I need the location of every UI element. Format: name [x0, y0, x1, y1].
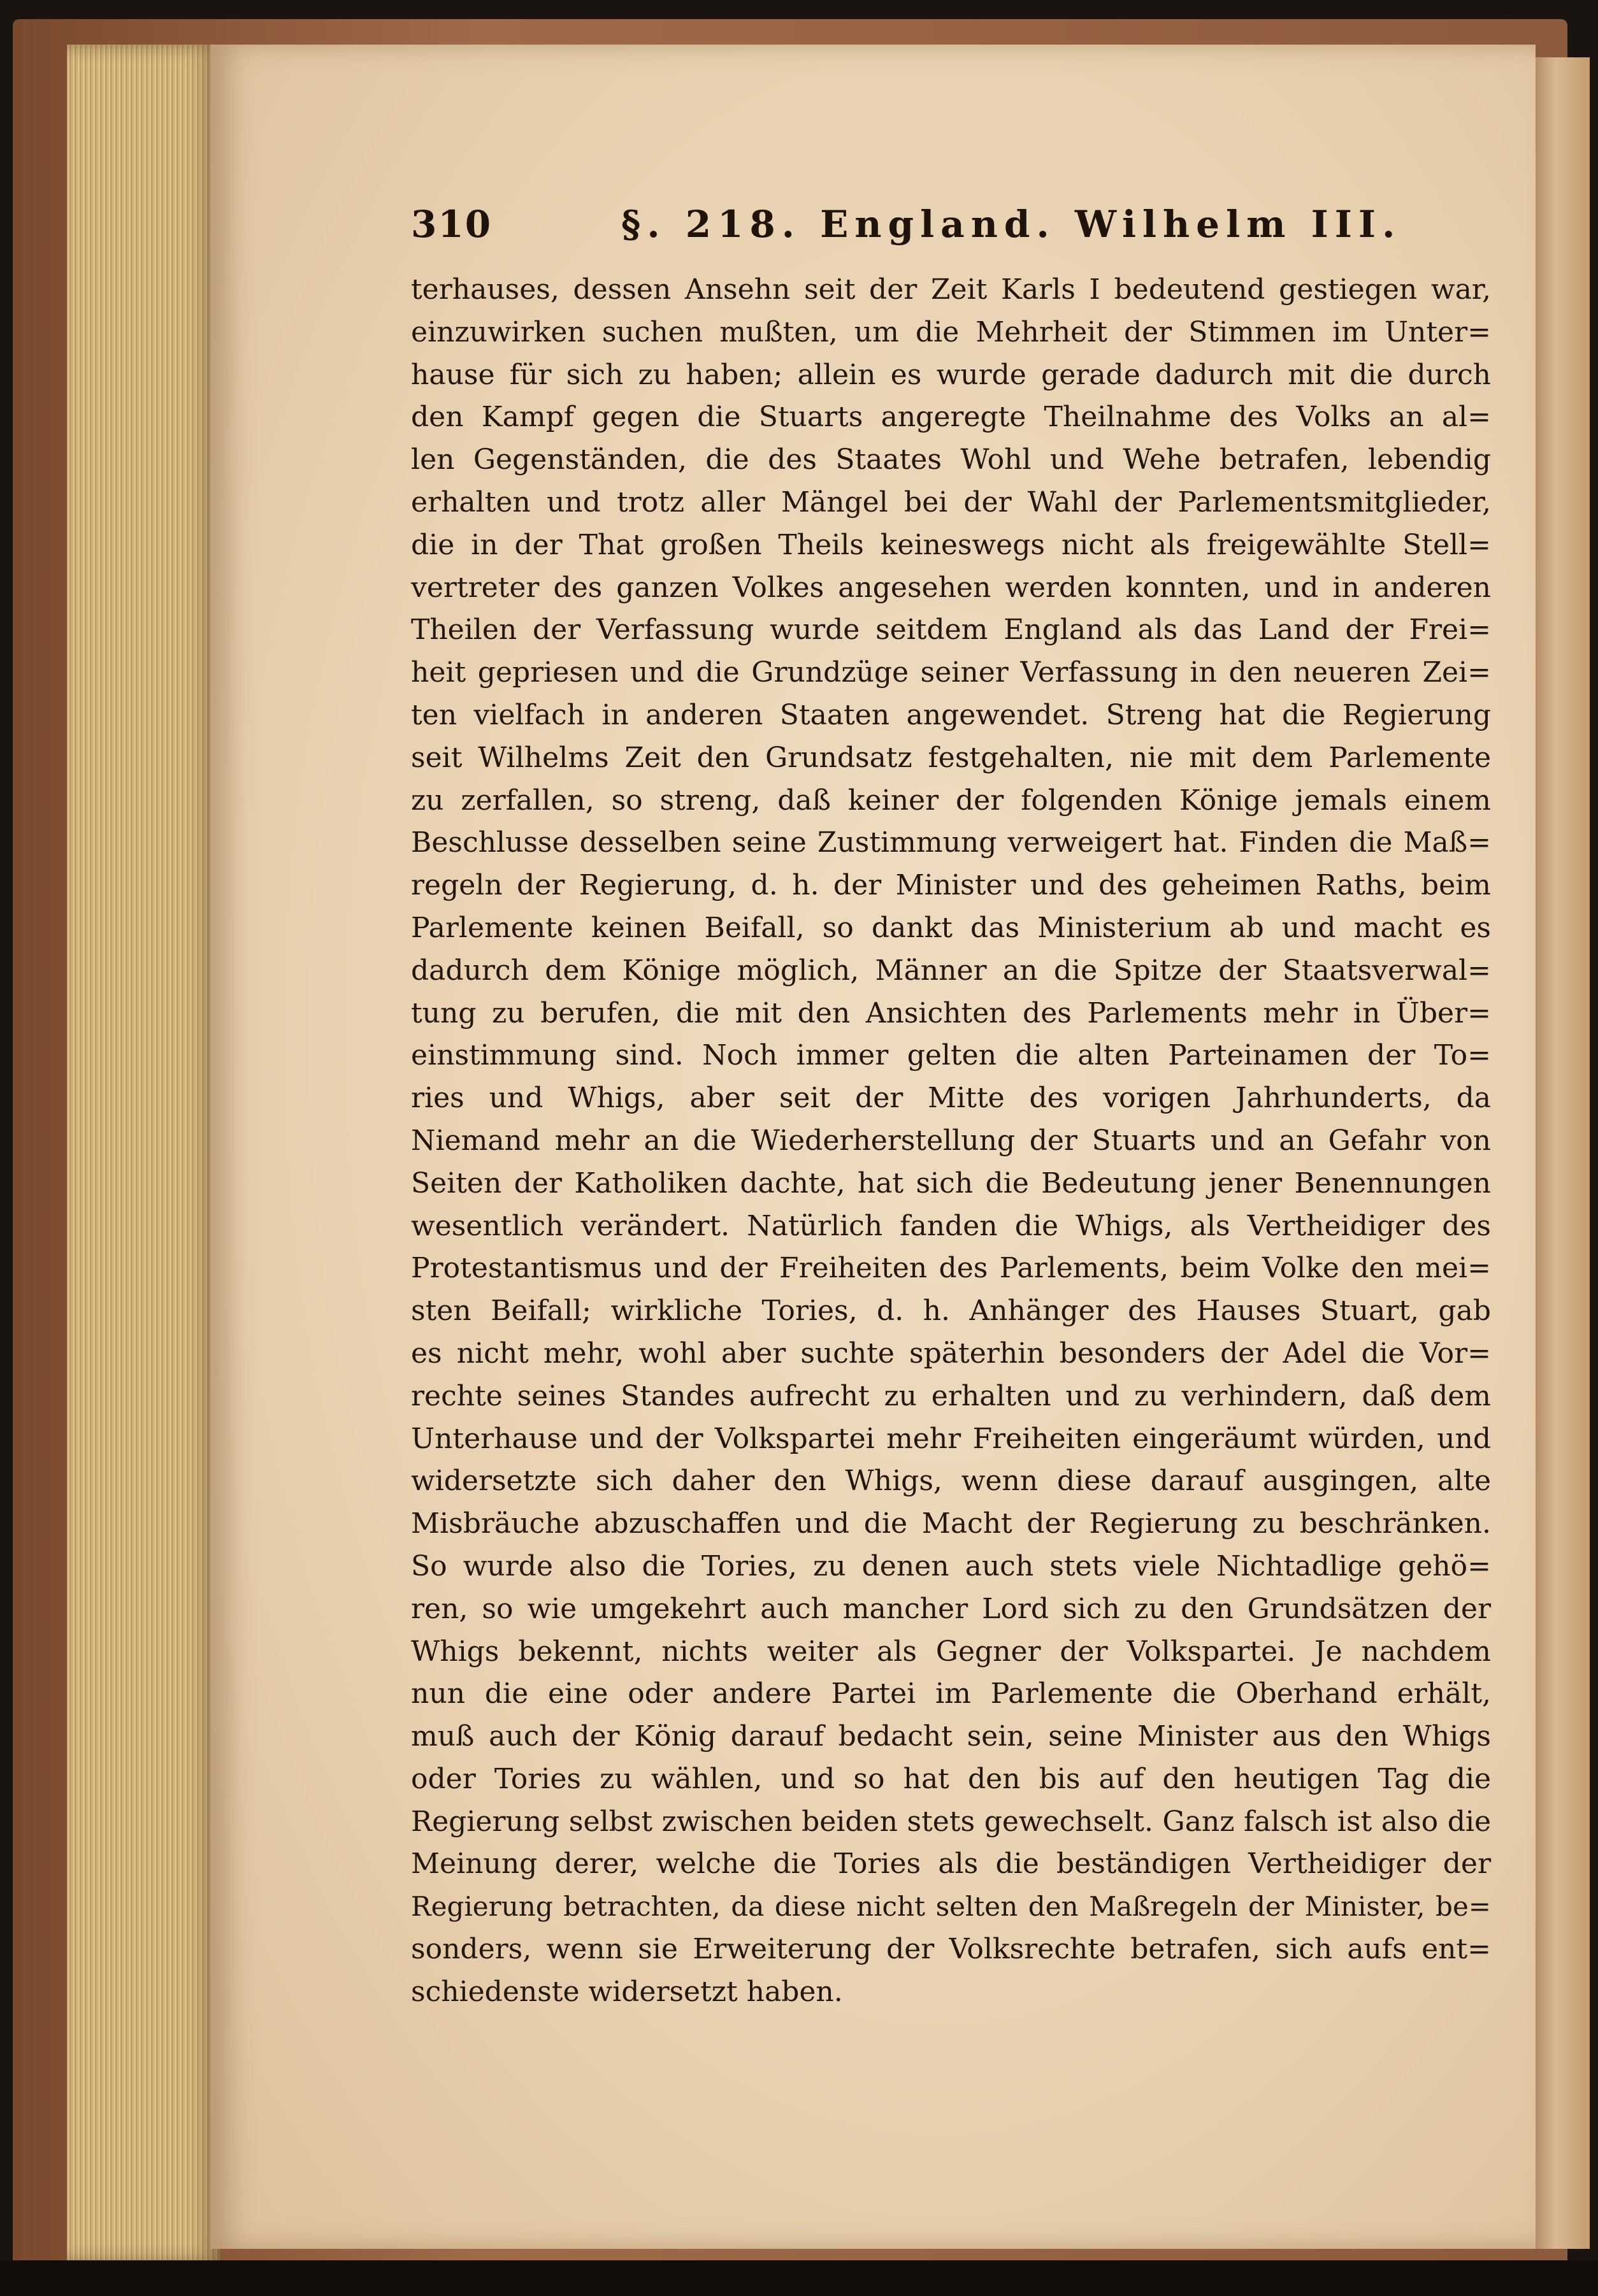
text-line: den Kampf gegen die Stuarts angeregte Theilnahme des Volks an al=	[411, 401, 1491, 434]
text-line: Meinung derer, welche die Tories als die beständigen Vertheidiger der	[411, 1848, 1491, 1881]
text-line: Regierung selbst zwischen beiden stets gewechselt. Ganz falsch ist also die	[411, 1805, 1491, 1838]
page-header	[411, 203, 1507, 254]
text-line: sten Beifall; wirkliche Tories, d. h. Anhänger des Hauses Stuart, gab	[411, 1295, 1491, 1328]
text-line: muß auch der König darauf bedacht sein, seine Minister aus den Whigs	[411, 1720, 1491, 1753]
text-line: Parlemente keinen Beifall, so dankt das Ministerium ab und macht es	[411, 911, 1491, 944]
page-edges	[67, 45, 220, 2262]
text-line: Protestantismus und der Freiheiten des Parlements, beim Volke den mei=	[411, 1252, 1491, 1285]
text-line: regeln der Regierung, d. h. der Minister und des geheimen Raths, beim	[411, 869, 1491, 902]
text-line: widersetzte sich daher den Whigs, wenn diese darauf ausgingen, alte	[411, 1465, 1491, 1498]
text-line: len Gegenständen, die des Staates Wohl und Wehe betrafen, lebendig	[411, 443, 1491, 477]
text-line: oder Tories zu wählen, und so hat den bis auf den heutigen Tag die	[411, 1762, 1491, 1795]
text-line: die in der That großen Theils keineswegs nicht als freigewählte Stell=	[411, 528, 1491, 561]
text-line: zu zerfallen, so streng, daß keiner der folgenden Könige jemals einem	[411, 784, 1491, 817]
text-line: Unterhause und der Volkspartei mehr Freiheiten eingeräumt würden, und	[411, 1422, 1491, 1455]
text-line: heit gepriesen und die Grundzüge seiner Verfassung in den neueren Zei=	[411, 656, 1491, 689]
text-line: Theilen der Verfassung wurde seitdem England als das Land der Frei=	[411, 613, 1491, 647]
text-line: vertreter des ganzen Volkes angesehen werden konnten, und in anderen	[411, 571, 1491, 604]
text-line: Seiten der Katholiken dachte, hat sich die Bedeutung jener Benennungen	[411, 1166, 1491, 1200]
page-number: 310	[411, 203, 493, 246]
text-line: schiedenste widersetzt haben.	[411, 1975, 843, 2008]
text-line: tung zu berufen, die mit den Ansichten des Parlements mehr in Über=	[411, 996, 1491, 1030]
facing-page-edge	[1532, 57, 1590, 2249]
text-line: ren, so wie umgekehrt auch mancher Lord sich zu den Grundsätzen der	[411, 1592, 1491, 1625]
text-line: sonders, wenn sie Erweiterung der Volksrechte betrafen, sich aufs ent=	[411, 1933, 1491, 1966]
text-line: Niemand mehr an die Wiederherstellung der Stuarts und an Gefahr von	[411, 1124, 1491, 1157]
scan-border	[0, 2260, 1598, 2296]
text-line: Whigs bekennt, nichts weiter als Gegner der Volkspartei. Je nachdem	[411, 1635, 1491, 1668]
text-line: wesentlich verändert. Natürlich fanden die Whigs, als Vertheidiger des	[411, 1209, 1491, 1242]
text-line: nun die eine oder andere Partei im Parlemente die Oberhand erhält,	[411, 1677, 1491, 1711]
text-line: seit Wilhelms Zeit den Grundsatz festgehalten, nie mit dem Parlemente	[411, 741, 1491, 774]
text-line: rechte seines Standes aufrecht zu erhalten und zu verhindern, daß dem	[411, 1379, 1491, 1412]
text-line: So wurde also die Tories, zu denen auch stets viele Nichtadlige gehö=	[411, 1549, 1491, 1582]
text-line: ries und Whigs, aber seit der Mitte des vorigen Jahrhunderts, da	[411, 1082, 1491, 1115]
text-line: dadurch dem Könige möglich, Männer an die Spitze der Staatsverwal=	[411, 954, 1491, 987]
text-line: hause für sich zu haben; allein es wurde gerade dadurch mit die durch	[411, 358, 1491, 391]
body-text	[411, 269, 1491, 2014]
text-line: terhauses, dessen Ansehn seit der Zeit Karls I bedeutend gestiegen war,	[411, 273, 1491, 306]
text-line: es nicht mehr, wohl aber suchte späterhin besonders der Adel die Vor=	[411, 1337, 1491, 1370]
running-head: §. 218. England. Wilhelm III.	[621, 203, 1402, 246]
text-line: erhalten und trotz aller Mängel bei der Wahl der Parlementsmitglieder,	[411, 485, 1491, 519]
text-line: einstimmung sind. Noch immer gelten die alten Parteinamen der To=	[411, 1039, 1491, 1072]
text-line: Regierung betrachten, da diese nicht selten den Maßregeln der Minister, be=	[411, 1891, 1491, 1923]
text-line: Misbräuche abzuschaffen und die Macht der Regierung zu beschränken.	[411, 1507, 1491, 1540]
text-line: einzuwirken suchen mußten, um die Mehrheit der Stimmen im Unter=	[411, 315, 1491, 348]
text-line: ten vielfach in anderen Staaten angewendet. Streng hat die Regierung	[411, 698, 1491, 731]
text-line: Beschlusse desselben seine Zustimmung verweigert hat. Finden die Maß=	[411, 826, 1491, 859]
